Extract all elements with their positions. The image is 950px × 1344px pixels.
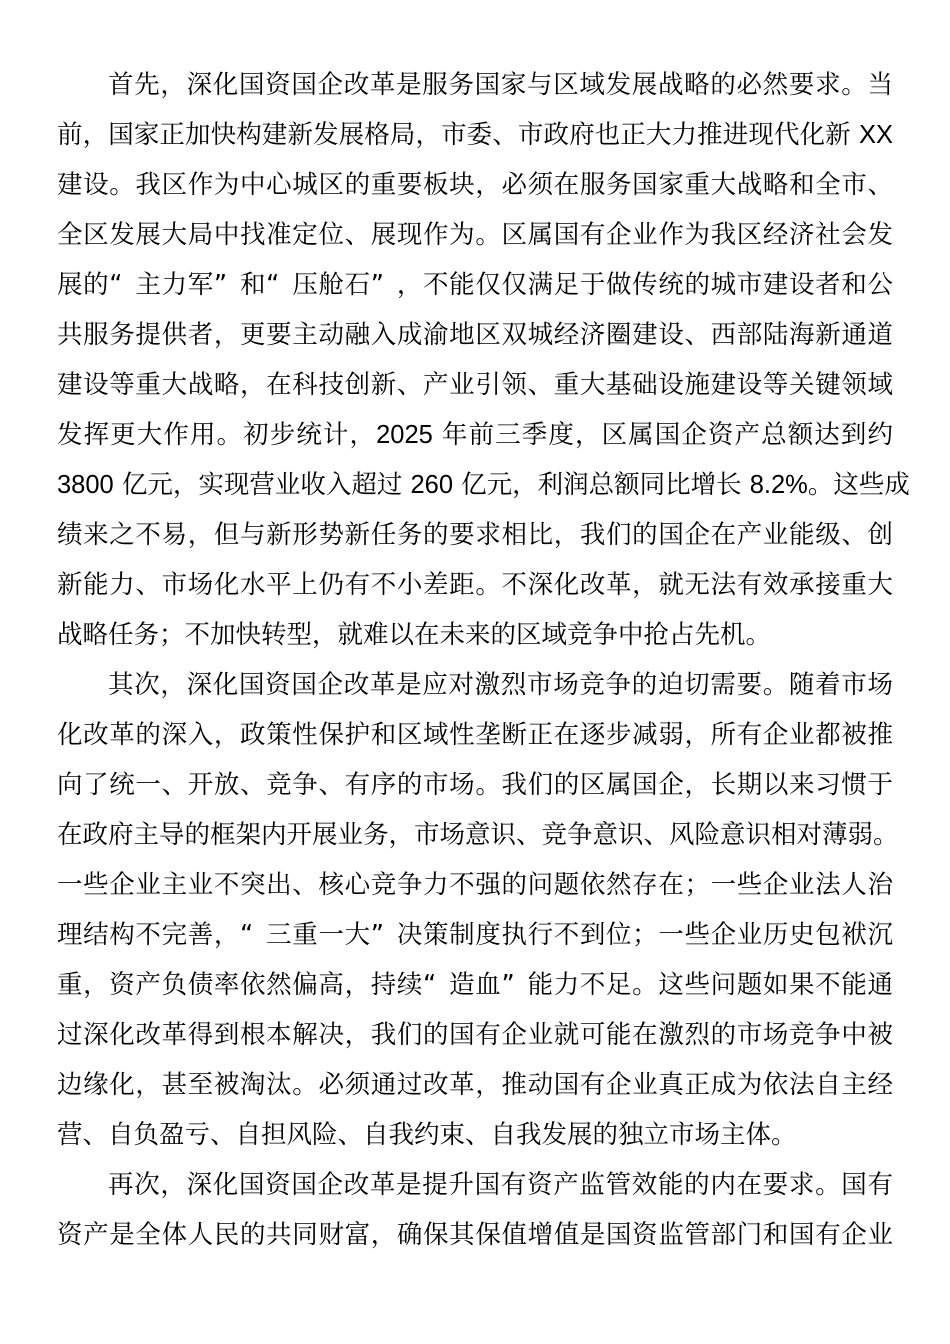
latin-run: 260 [410,471,453,499]
document-body [57,60,910,1260]
paragraph-1 [57,60,910,660]
latin-run: 3800 [57,471,114,499]
text-line: 共服务提供者，更要主动融入成渝地区双城经济圈建设、西部陆海新通道 [57,320,893,350]
text-line: 资产是全体人民的共同财富，确保其保值增值是国资监管部门和国有企业 [57,1220,893,1250]
paragraph-3 [57,1160,893,1260]
cjk-quote: “ [109,270,123,300]
text-line: 一些企业主业不突出、核心竞争力不强的问题依然存在；一些企业法人治 [57,870,893,900]
cjk-quote: “ [240,920,254,950]
text-line: 其次，深化国资国企改革是应对激烈市场竞争的迫切需要。随着市场 [108,670,893,700]
text-line: 全区发展大局中找准定位、展现作为。区属国有企业作为我区经济社会发 [57,220,893,250]
text-line: 向了统一、开放、竞争、有序的市场。我们的区属国企，长期以来习惯于 [57,770,893,800]
paragraph-2 [57,660,899,1160]
text-line: 重，资产负债率依然偏高，持续“ 造血” 能力不足。这些问题如果不能通 [57,960,893,1010]
cjk-quote: “ [266,270,280,300]
cjk-quote: “ [423,970,437,1000]
text-line: 化改革的深入，政策性保护和区域性垄断正在逐步减弱，所有企业都被推 [57,720,893,750]
cjk-quote: ” [370,270,384,300]
text-line: 前，国家正加快构建新发展格局，市委、市政府也正大力推进现代化新 XX [57,120,893,150]
text-line: 建设。我区作为中心城区的重要板块，必须在服务国家重大战略和全市、 [57,170,893,200]
text-line: 展的“ 主力军” 和“ 压舱石” ，不能仅仅满足于做传统的城市建设者和公 [57,260,893,310]
text-line: 在政府主导的框架内开展业务，市场意识、竞争意识、风险意识相对薄弱。 [57,820,899,850]
text-line: 新能力、市场化水平上仍有不小差距。不深化改革，就无法有效承接重大 [57,570,893,600]
text-line: 建设等重大战略，在科技创新、产业引领、重大基础设施建设等关键领域 [57,370,893,400]
latin-run: 2025 [376,421,433,449]
cjk-quote: ” [501,970,515,1000]
text-line: 战略任务；不加快转型，就难以在未来的区域竞争中抢占先机。 [57,620,772,650]
cjk-quote: ” [370,920,384,950]
text-line: 理结构不完善，“ 三重一大” 决策制度执行不到位；一些企业历史包袱沉 [57,910,893,960]
latin-run: 8.2% [749,471,808,499]
cjk-quote: ” [213,270,228,300]
text-line: 过深化改革得到根本解决，我们的国有企业就可能在激烈的市场竞争中被 [57,1020,893,1050]
text-line: 3800 亿元，实现营业收入超过 260 亿元，利润总额同比增长 8.2%。这些成 [57,470,910,500]
text-line: 绩来之不易，但与新形势新任务的要求相比，我们的国企在产业能级、创 [57,520,893,550]
text-line: 首先，深化国资国企改革是服务国家与区域发展战略的必然要求。当 [108,70,893,100]
text-line: 营、自负盈亏、自担风险、自我约束、自我发展的独立市场主体。 [57,1120,797,1150]
text-line: 再次，深化国资国企改革是提升国有资产监管效能的内在要求。国有 [108,1170,893,1200]
text-line: 发挥更大作用。初步统计，2025 年前三季度，区属国企资产总额达到约 [57,420,893,450]
latin-run: XX [858,121,893,149]
text-line: 边缘化，甚至被淘汰。必须通过改革，推动国有企业真正成为依法自主经 [57,1070,893,1100]
